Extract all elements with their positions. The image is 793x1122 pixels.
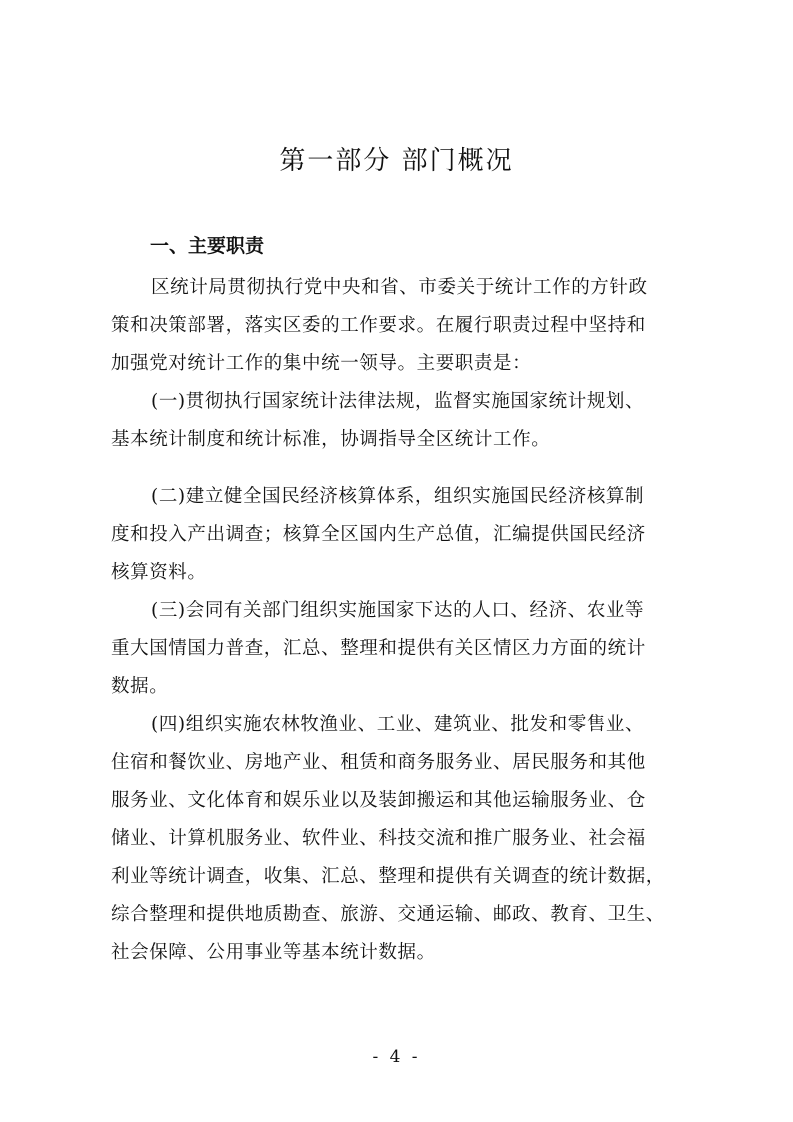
section-heading: 一、主要职责 [150, 235, 265, 257]
paragraph-3-line-3: 核算资料。 [111, 562, 207, 583]
page-number: - 4 - [372, 1047, 421, 1067]
page-title: 第一部分 部门概况 [279, 146, 514, 176]
paragraph-5-line-1: (四)组织实施农林牧渔业、工业、建筑业、批发和零售业、 [151, 714, 645, 735]
paragraph-5-line-5: 利业等统计调查，收集、汇总、整理和提供有关调查的统计数据， [111, 866, 665, 887]
paragraph-5-line-6: 综合整理和提供地质勘查、旅游、交通运输、邮政、教育、卫生、 [111, 904, 665, 925]
paragraph-2-line-2: 基本统计制度和统计标准，协调指导全区统计工作。 [111, 429, 551, 450]
paragraph-4-line-2: 重大国情国力普查，汇总、整理和提供有关区情区力方面的统计 [111, 638, 646, 659]
paragraph-3-line-2: 度和投入产出调查；核算全区国内生产总值，汇编提供国民经济 [111, 524, 646, 545]
paragraph-2-line-1: (一)贯彻执行国家统计法律法规，监督实施国家统计规划、 [151, 391, 645, 412]
paragraph-4-line-1: (三)会同有关部门组织实施国家下达的人口、经济、农业等 [151, 600, 645, 621]
paragraph-1-line-2: 策和决策部署，落实区委的工作要求。在履行职责过程中坚持和 [111, 315, 646, 336]
paragraph-5-line-4: 储业、计算机服务业、软件业、科技交流和推广服务业、社会福 [111, 828, 646, 849]
paragraph-5-line-2: 住宿和餐饮业、房地产业、租赁和商务服务业、居民服务和其他 [111, 752, 646, 773]
paragraph-5-line-3: 服务业、文化体育和娱乐业以及装卸搬运和其他运输服务业、仓 [111, 790, 646, 811]
paragraph-4-line-3: 数据。 [111, 676, 169, 697]
paragraph-3-line-1: (二)建立健全国民经济核算体系，组织实施国民经济核算制 [151, 486, 645, 507]
paragraph-1-line-3: 加强党对统计工作的集中统一领导。主要职责是： [111, 353, 532, 374]
paragraph-5-line-7: 社会保障、公用事业等基本统计数据。 [111, 942, 436, 963]
paragraph-1-line-1: 区统计局贯彻执行党中央和省、市委关于统计工作的方针政 [151, 277, 648, 298]
